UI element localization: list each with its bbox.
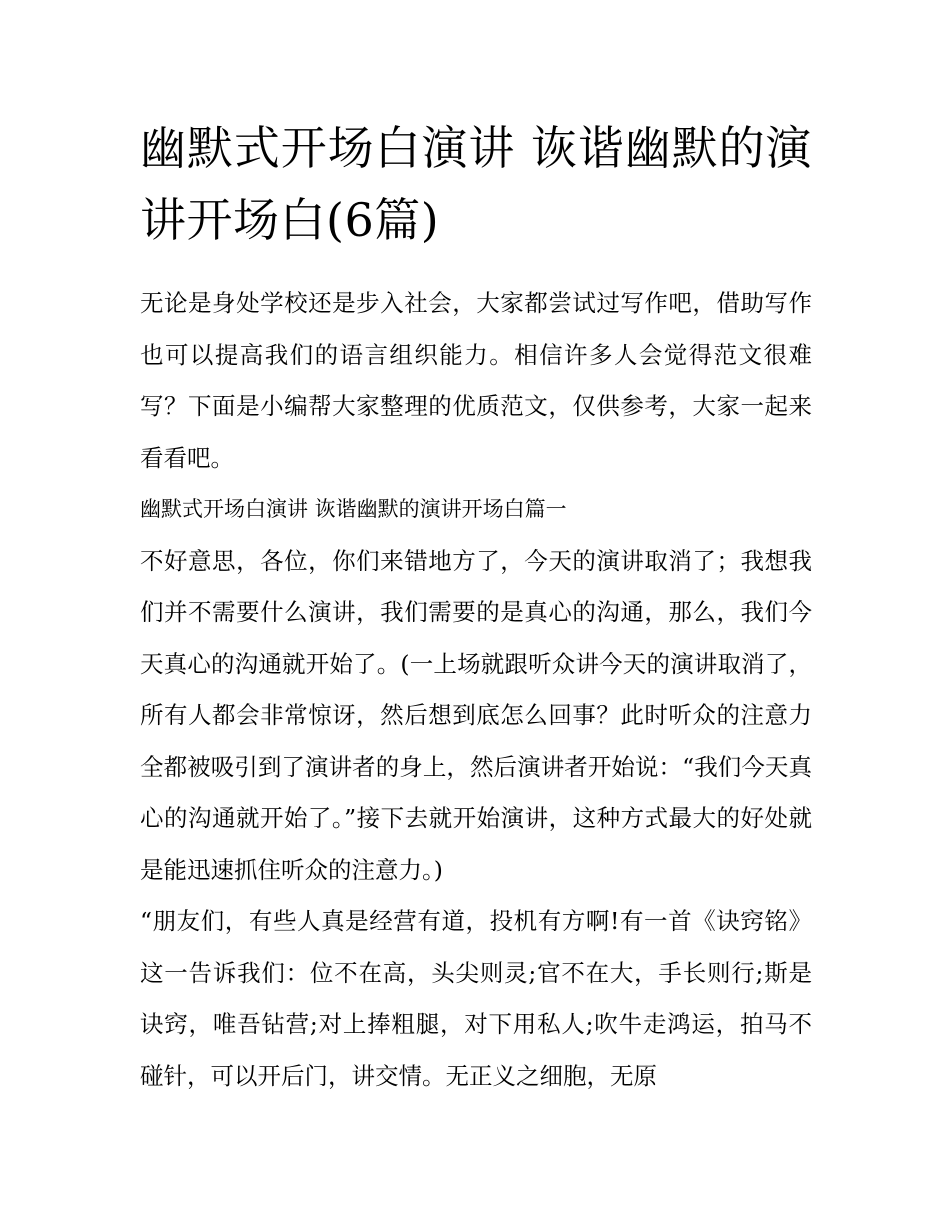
intro-paragraph: 无论是身处学校还是步入社会，大家都尝试过写作吧，借助写作也可以提高我们的语言组织能力。相信许多人会觉得范文很难写？下面是小编帮大家整理的优质范文，仅供参考，大家一起来看看吧。 [140, 289, 812, 472]
document-title: 幽默式开场白演讲 诙谐幽默的演讲开场白(6篇) [140, 121, 812, 247]
section-heading: 幽默式开场白演讲 诙谐幽默的演讲开场白篇一 [140, 497, 567, 521]
body-paragraph-2: “朋友们，有些人真是经营有道，投机有方啊!有一首《诀窍铭》这一告诉我们：位不在高，头尖则灵;官不在大，手长则行;斯是诀窍，唯吾钻营;对上捧粗腿，对下用私人;吹牛走鸿运，拍马不碰针，可以开后门，讲交情。无正义之细胞，无原 [140, 907, 812, 1090]
body-paragraph-1: 不好意思，各位，你们来错地方了，今天的演讲取消了；我想我们并不需要什么演讲，我们需要的是真心的沟通，那么，我们今天真心的沟通就开始了。(一上场就跟听众讲今天的演讲取消了，所有人都会非常惊讶，然后想到底怎么回事？此时听众的注意力全都被吸引到了演讲者的身上，然后演讲者开始说：“我们今天真心的沟通就开始了。”接下去就开始演讲，这种方式最大的好处就是能迅速抓住听众的注意力。) [140, 546, 812, 884]
document-body [140, 112, 812, 1102]
